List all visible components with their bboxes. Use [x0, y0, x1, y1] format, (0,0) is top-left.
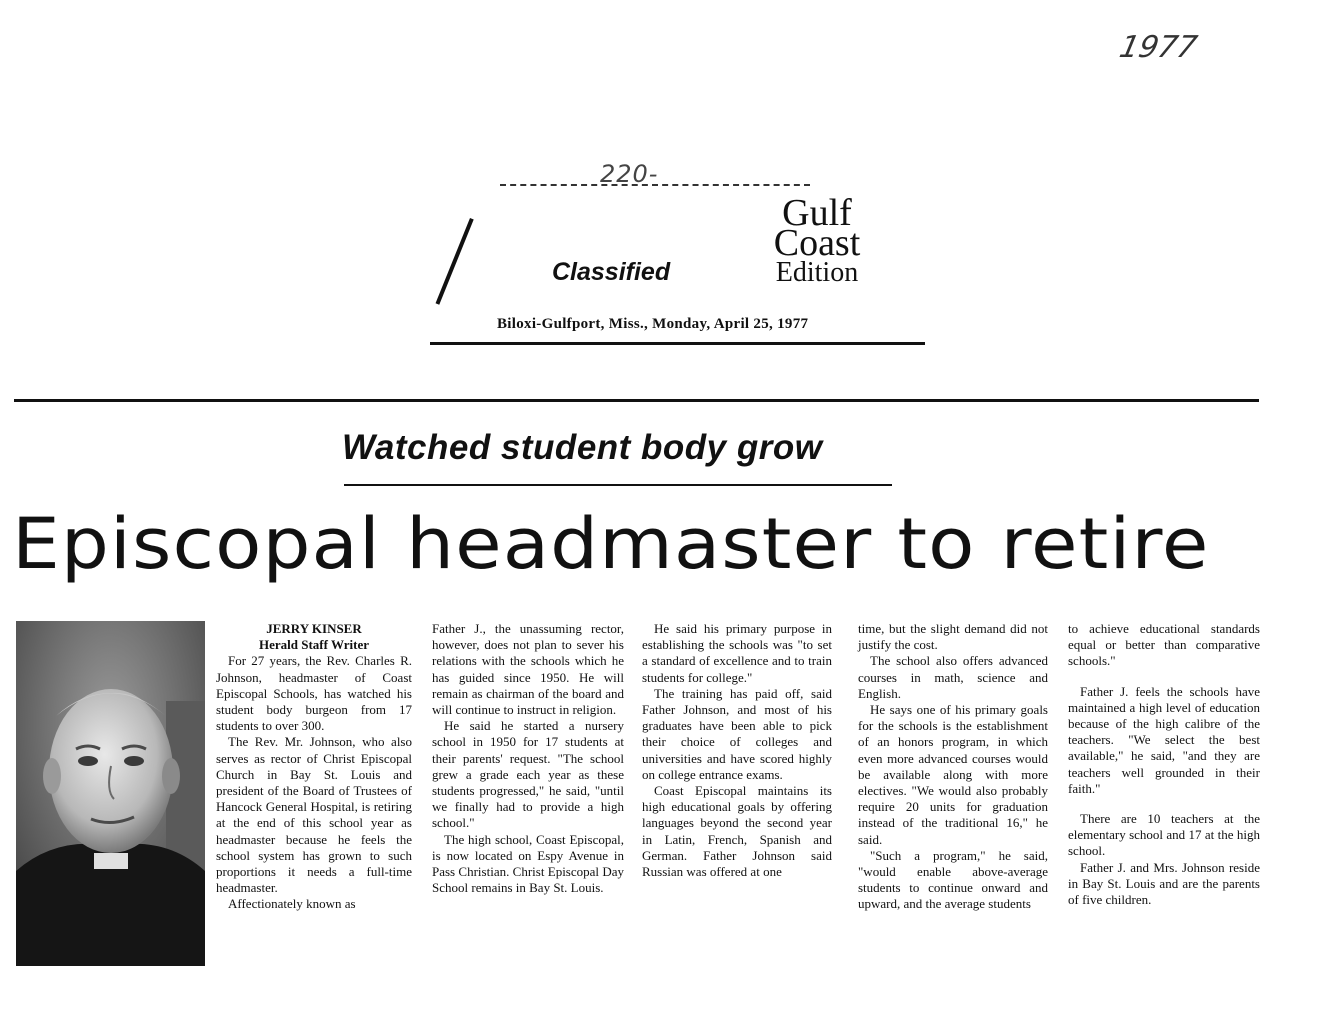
edition-line1: Gulf [782, 192, 852, 234]
paragraph: Coast Episcopal maintains its high educational goals by offering languages beyond the second year in Latin, French, Spanish and German. Father Johnson said Russian was offered at one [642, 783, 832, 880]
dateline: Biloxi-Gulfport, Miss., Monday, April 25, 1977 [497, 316, 809, 332]
headmaster-photo [16, 621, 205, 966]
section-label: Classified [552, 258, 671, 286]
paragraph: He said his primary purpose in establishing the schools was "to set a standard of excellence and to train students for college." [642, 621, 832, 685]
paragraph: The high school, Coast Episcopal, is now located on Espy Avenue in Pass Christian. Christ Episcopal Day School remains in Bay St. Louis. [432, 831, 624, 896]
article-column-3 [642, 621, 832, 880]
pen-slash-mark [436, 218, 474, 305]
paragraph: The Rev. Mr. Johnson, who also serves as rector of Christ Episcopal Church in Bay St. Louis and president of the Board of Trustees of Hancock General Hospital, is retiring at the end of this school year as headmaster because he feels the school system has grown to such proportions it needs a full-time headmaster. [216, 734, 412, 896]
handwritten-year: 1977 [1116, 30, 1201, 65]
paragraph: to achieve educational standards equal or better than comparative schools." [1068, 621, 1260, 669]
edition-logo [752, 192, 882, 288]
kicker-underline [344, 484, 892, 486]
byline-author: JERRY KINSER [266, 621, 362, 636]
paragraph: There are 10 teachers at the elementary school and 17 at the high school. [1068, 811, 1260, 859]
paragraph: "Such a program," he said, "would enable above-average students to continue onward and upward, and the average students [858, 847, 1048, 912]
article-column-2 [432, 621, 624, 896]
kicker-headline: Watched student body grow [342, 428, 823, 467]
paragraph: The school also offers advanced courses in math, science and English. [858, 653, 1048, 701]
paragraph: He says one of his primary goals for the schools is the establishment of an honors program, in which even more advanced courses would be available along with more electives. "We would also probably require 20 units for graduation instead of the traditional 16," he said. [858, 702, 1048, 847]
main-headline: Episcopal headmaster to retire [12, 503, 1210, 585]
article-column-4 [858, 621, 1048, 913]
paragraph: Father J., the unassuming rector, however, does not plan to sever his relations with the schools which he has guided since 1950. He will remain as chairman of the board and will continue to instruct in religion. [432, 621, 624, 718]
article-column-5 [1068, 621, 1260, 908]
dashed-rule [500, 184, 810, 186]
paragraph: For 27 years, the Rev. Charles R. Johnson, headmaster of Coast Episcopal Schools, has watched his student body burgeon from 17 students to over 300. [216, 653, 412, 734]
paragraph: Father J. feels the schools have maintained a high level of education because of the high calibre of the teachers. "We select the best available," he said, "and they are teachers well grounded in their faith." [1068, 683, 1260, 796]
paragraph: He said he started a nursery school in 1950 for 17 students at their parents' request. "The school grew a grade each year as these students progressed," he said, "until we finally had to provide a high school." [432, 718, 624, 831]
paragraph: The training has paid off, said Father Johnson, and most of his graduates have been able to pick their choice of colleges and universities and have scored highly on college entrance exams. [642, 685, 832, 782]
edition-line2: Coast [773, 222, 861, 264]
handwritten-page-mark: 220- [600, 160, 659, 188]
article-top-rule [14, 399, 1259, 402]
edition-line3: Edition [775, 257, 859, 288]
paragraph: time, but the slight demand did not justify the cost. [858, 621, 1048, 653]
paragraph: Affectionately known as [228, 896, 356, 912]
article-column-1 [216, 621, 412, 913]
portrait-image [16, 621, 205, 966]
paragraph: Father J. and Mrs. Johnson reside in Bay St. Louis and are the parents of five children. [1068, 859, 1260, 908]
dateline-rule [430, 342, 925, 345]
byline-title: Herald Staff Writer [259, 637, 369, 653]
